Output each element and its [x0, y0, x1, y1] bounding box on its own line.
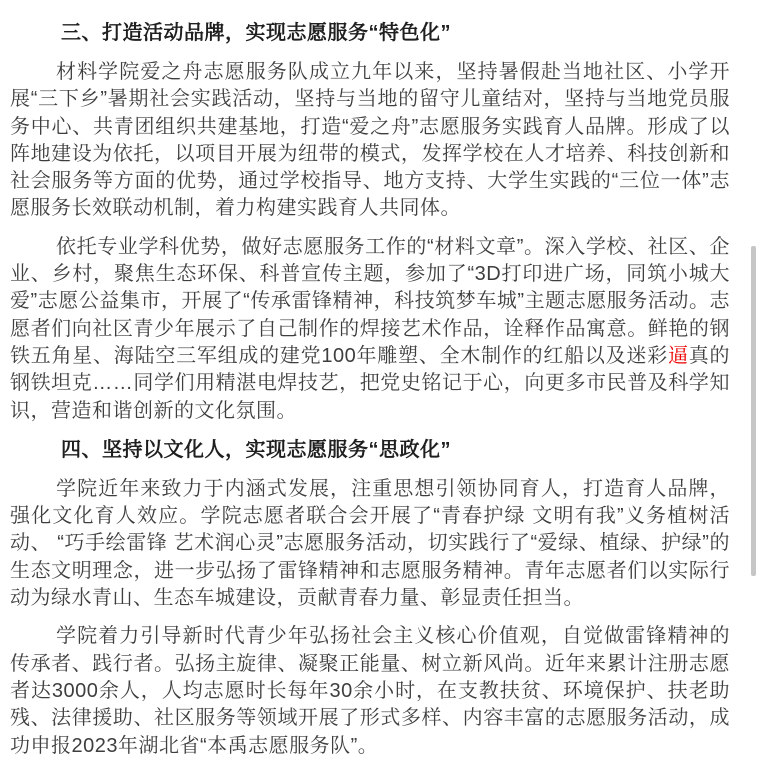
- scrollbar-thumb[interactable]: [751, 246, 756, 576]
- paragraph-2-text-before: 依托专业学科优势，做好志愿服务工作的“材料文章”。深入学校、社区、企业、乡村，聚焦生态环保、科普宣传主题，参加了“3D打印进广场，同筑小城大爱”志愿公益集市，开展了“传承雷锋精神，科技筑梦车城”主题志愿服务活动。志愿者们向社区青少年展示了自己制作的焊接艺术作品，诠释作品寓意。鲜艳的钢铁五角星、海陆空三军组成的建党100年雕塑、全木制作的红船以及迷彩: [10, 235, 730, 367]
- paragraph-3: 学院近年来致力于内涵式发展，注重思想引领协同育人，打造育人品牌，强化文化育人效应。学院志愿者联合会开展了“青春护绿 文明有我”义务植树活动、 “巧手绘雷锋 艺术润心灵”志愿服务活动，切实践行了“爱绿、植绿、护绿”的生态文明理念，进一步弘扬了雷锋精神和志愿服务精神。青年志愿者们以实际行动为绿水青山、生态车城建设，贡献青春力量、彰显责任担当。: [10, 477, 730, 610]
- paragraph-2-highlighted-char: 逼: [667, 344, 689, 367]
- paragraph-2-text-after: 真的钢铁坦克……同学们用精湛电焊技艺，把党史铭记于心，向更多市民普及科学知识，营造和谐创新的文化氛围。: [10, 344, 731, 422]
- section-heading-4: 四、坚持以文化人，实现志愿服务“思政化”: [61, 438, 451, 461]
- paragraph-2: [10, 234, 730, 425]
- paragraph-1: 材料学院爱之舟志愿服务队成立九年以来，坚持暑假赴当地社区、小学开展“三下乡”暑期社会实践活动，坚持与当地的留守儿童结对，坚持与当地党员服务中心、共青团组织共建基地，打造“爱之舟”志愿服务实践育人品牌。形成了以阵地建设为依托，以项目开展为纽带的模式，发挥学校在人才培养、科技创新和社会服务等方面的优势，通过学校指导、地方支持、大学生实践的“三位一体”志愿服务长效联动机制，着力构建实践育人共同体。: [10, 61, 730, 220]
- paragraph-4: 学院着力引导新时代青少年弘扬社会主义核心价值观，自觉做雷锋精神的传承者、践行者。弘扬主旋律、凝聚正能量、树立新风尚。近年来累计注册志愿者达3000余人，人均志愿时长每年30余小时，在支教扶贫、环境保护、扶老助残、法律援助、社区服务等领域开展了形式多样、内容丰富的志愿服务活动，成功申报2023年湖北省“本禹志愿服务队”。: [10, 625, 730, 757]
- section-heading-3: 三、打造活动品牌，实现志愿服务“特色化”: [61, 22, 451, 44]
